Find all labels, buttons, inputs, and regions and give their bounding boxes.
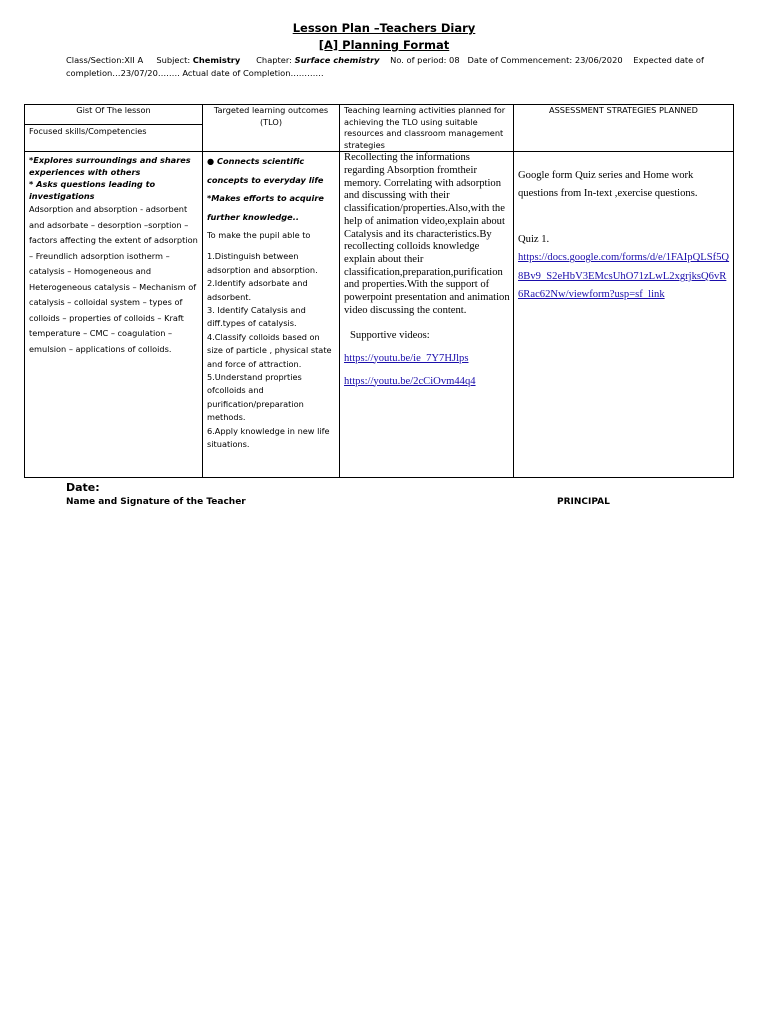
periods: No. of period: 08	[390, 55, 460, 65]
activities-cell	[340, 152, 514, 478]
commencement-date: Date of Commencement: 23/06/2020	[467, 55, 623, 65]
date-label: Date:	[66, 481, 100, 494]
assessment-text: Google form Quiz series and Home work questions from In-text ,exercise questions.	[518, 170, 698, 200]
subject-label: Subject:	[156, 55, 191, 65]
gist-cell	[25, 152, 203, 478]
supportive-videos-label: Supportive videos:	[350, 329, 430, 341]
expected-label: Expected date of	[633, 55, 704, 65]
completion-dates: completion…23/07/20…….. Actual date of Completion…………	[66, 68, 324, 78]
tlo-list	[207, 250, 336, 451]
tlo-bullet-2: *Makes efforts to acquire further knowledge..	[207, 193, 324, 222]
subject-value: Chemistry	[192, 55, 241, 65]
class-section: Class/Section:XII A	[66, 55, 144, 65]
list-item: 3. Identify Catalysis and diff.types of catalysis.	[207, 305, 306, 329]
teacher-signature-label: Name and Signature of the Teacher	[66, 497, 246, 507]
tlo-bullet-1: ● Connects scientific concepts to everyday life	[207, 156, 324, 185]
list-item: 4.Classify colloids based on size of particle , physical state and force of attraction.	[207, 331, 332, 369]
tlo-cell	[203, 152, 340, 478]
list-item: 1.Distinguish between adsorption and absorption.	[207, 251, 318, 275]
quiz-link[interactable]: https://docs.google.com/forms/d/e/1FAIpQLSf5Q8Bv9_S2eHbV3EMcsUhO71zLwL2xgrjksQ6vR6Rac62Nw/viewform?usp=sf_link	[518, 252, 730, 301]
header-activities: Teaching learning activities planned for achieving the TLO using suitable resources and classroom management strategies	[340, 105, 514, 152]
table-row	[25, 152, 734, 478]
header-gist: Gist Of The lesson	[25, 105, 202, 125]
quiz-label: Quiz 1.	[518, 234, 550, 246]
list-item: 2.Identify adsorbate and adsorbent.	[207, 278, 308, 302]
table-header-row	[25, 105, 734, 152]
planning-table	[24, 104, 734, 478]
activities-text: Recollecting the informations regarding Absorption fromtheir memory. Correlating with adsorption and discussing with their classification/properties.Also,with the help of animation video,explain about Catalysis and its characteristics.By recollecting colloids knowledge explain about their classification,preparation,purification and properties.With the support of powerpoint presentation and animation video discussing the content.	[344, 152, 510, 316]
assessment-cell	[514, 152, 734, 478]
header-tlo: Targeted learning outcomes (TLO)	[203, 105, 340, 152]
lesson-topics: Adsorption and absorption - adsorbent and adsorbate – desorption –sorption – factors affecting the extent of adsorption – Freundlich adsorption isotherm – catalysis – Homogeneous and Heterogeneous catalysis – Mechanism of catalysis – colloidal system – types of colloids – properties of colloids – Kraft temperature – CMC – coagulation – emulsion – applications of colloids.	[29, 204, 198, 354]
list-item: 5.Understand proprties ofcolloids and purification/preparation methods.	[207, 372, 304, 423]
document-subtitle: [A] Planning Format	[318, 38, 450, 52]
lesson-meta	[66, 54, 706, 80]
header-focused-skills: Focused skills/Competencies	[29, 126, 147, 136]
principal-label: PRINCIPAL	[557, 497, 610, 507]
video-link-1[interactable]: https://youtu.be/ie_7Y7HJlps	[344, 352, 469, 364]
document-title: Lesson Plan –Teachers Diary	[292, 21, 476, 35]
header-gist-cell	[25, 105, 203, 152]
chapter-label: Chapter:	[256, 55, 292, 65]
tlo-aim: To make the pupil able to	[207, 230, 311, 241]
skill-1: *Explores surroundings and shares experiences with others	[29, 155, 191, 178]
header-assessment: ASSESSMENT STRATEGIES PLANNED	[514, 105, 734, 152]
skill-2: * Asks questions leading to investigations	[29, 179, 156, 202]
chapter-value: Surface chemistry	[294, 55, 380, 65]
video-link-2[interactable]: https://youtu.be/2cCiOvm44q4	[344, 375, 476, 387]
list-item: 6.Apply knowledge in new life situations.	[207, 425, 330, 450]
